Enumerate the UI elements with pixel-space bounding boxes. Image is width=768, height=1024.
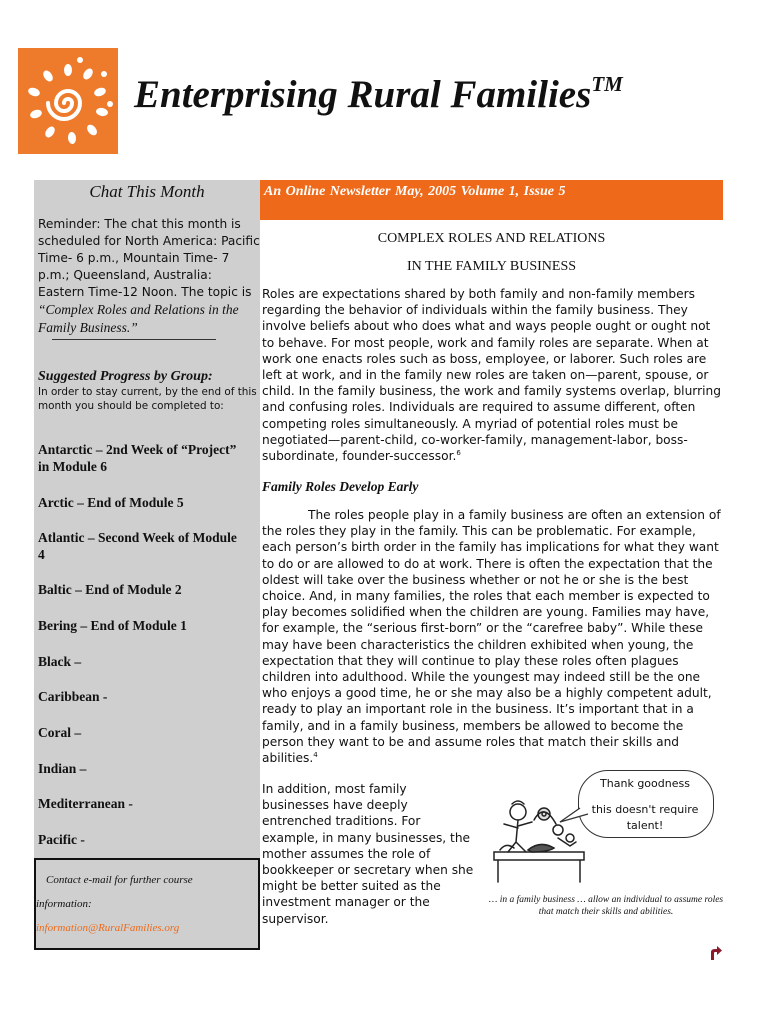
- group-item: Black –: [38, 654, 82, 669]
- group-item: Arctic – End of Module 5: [38, 495, 184, 510]
- article-paragraph: Roles are expectations shared by both family and non-family members regarding the behavior of individuals within the family business. They involve beliefs about who does what and ways people ought or ought not to behave. For most people, work and family roles are separate. When at work one enacts roles such as boss, employee, or laborer. Such roles are left at work, and in the family new roles are taken on—parent, spouse, or child. In the family business, the work and family systems overlap, blurring and confusing roles. Individuals are required to assume different, often competing roles simultaneously. A myriad of potential roles must be negotiated—parent-child, co-worker-family, management-labor, boss-subordinate, founder-successor.$^6$: [262, 287, 721, 464]
- contact-box: [34, 858, 260, 950]
- juggler-cartoon-icon: [488, 790, 590, 884]
- turn-arrow-icon[interactable]: [706, 944, 724, 962]
- progress-heading: Suggested Progress by Group:: [38, 369, 213, 384]
- group-item: Antarctic – 2nd Week of “Project” in Module 6: [38, 442, 237, 474]
- trademark: TM: [591, 72, 623, 96]
- sidebar-heading: Chat This Month: [89, 182, 205, 201]
- group-item: Indian –: [38, 761, 87, 776]
- article-subheading: Family Roles Develop Early: [262, 479, 419, 494]
- chat-topic: “Complex Roles and Relations in the Family Business.”: [38, 302, 239, 335]
- group-item: Mediterranean -: [38, 796, 133, 811]
- contact-email-link[interactable]: information@RuralFamilies.org: [36, 922, 180, 934]
- speech-bubble-text: Thank goodness this doesn't require talent!: [591, 777, 699, 832]
- chat-reminder: Reminder: The chat this month is scheduled for North America: Pacific Time- 6 p.m., Mountain Time- 7 p.m.; Queensland, Australia: Eastern Time-12 Noon. The topic is “Complex Roles and Relations in the Family Business.”: [38, 217, 260, 335]
- group-item: Bering – End of Module 1: [38, 618, 187, 633]
- article-paragraph: The roles people play in a family business are often an extension of the roles they play in the family. This can be problematic. For example, each person’s birth order in the family has implications for what they want to do or are allowed to do at work. There is often the expectation that the oldest will take over the business whether or not he or she is the best choice. And, in many families, the roles that each member is expected to play becomes solidified when the children are young. Families may have, for example, the “serious first-born” or the “carefree baby”. While these may have been characteristics the children exhibited when young, the expectation that they will continue to play these roles often plagues children into adulthood. While the youngest may indeed still be the one who enjoys a good time, he or she may also be a highly competent adult, ready to play an important role in the business. It’s important that in a family, and in a family business, members be allowed to become the person they want to be and assume roles that match their skills and abilities.$^4$: [262, 508, 721, 766]
- contact-line: Contact e-mail for further course: [46, 874, 193, 886]
- group-item: Pacific -: [38, 832, 85, 847]
- group-item: Coral –: [38, 725, 82, 740]
- contact-line: information:: [36, 898, 92, 910]
- article-paragraph: In addition, most family businesses have deeply entrenched traditions. For example, in many businesses, the mother assumes the role of bookkeeper or secretary when she might be better suited as the investment manager or the supervisor.: [262, 782, 474, 926]
- group-item: Baltic – End of Module 2: [38, 582, 182, 597]
- progress-note: In order to stay current, by the end of this month you should be completed to:: [38, 386, 257, 412]
- sun-logo-icon: [18, 48, 118, 154]
- sidebar-divider: [52, 339, 216, 340]
- illustration-caption: … in a family business … allow an individual to assume roles that match their skills and abilities.: [488, 895, 724, 917]
- group-item: Atlantic – Second Week of Module 4: [38, 530, 237, 562]
- article-headline: IN THE FAMILY BUSINESS: [406, 259, 577, 274]
- newsletter-title: Enterprising Rural Families™: [134, 72, 623, 116]
- article-headline: COMPLEX ROLES AND RELATIONS: [377, 231, 606, 246]
- group-item: Caribbean -: [38, 689, 108, 704]
- footnote-ref: 4: [313, 750, 318, 759]
- issue-banner-text: An Online Newsletter May, 2005 Volume 1, Issue 5: [264, 184, 566, 199]
- footnote-ref: 6: [456, 448, 461, 457]
